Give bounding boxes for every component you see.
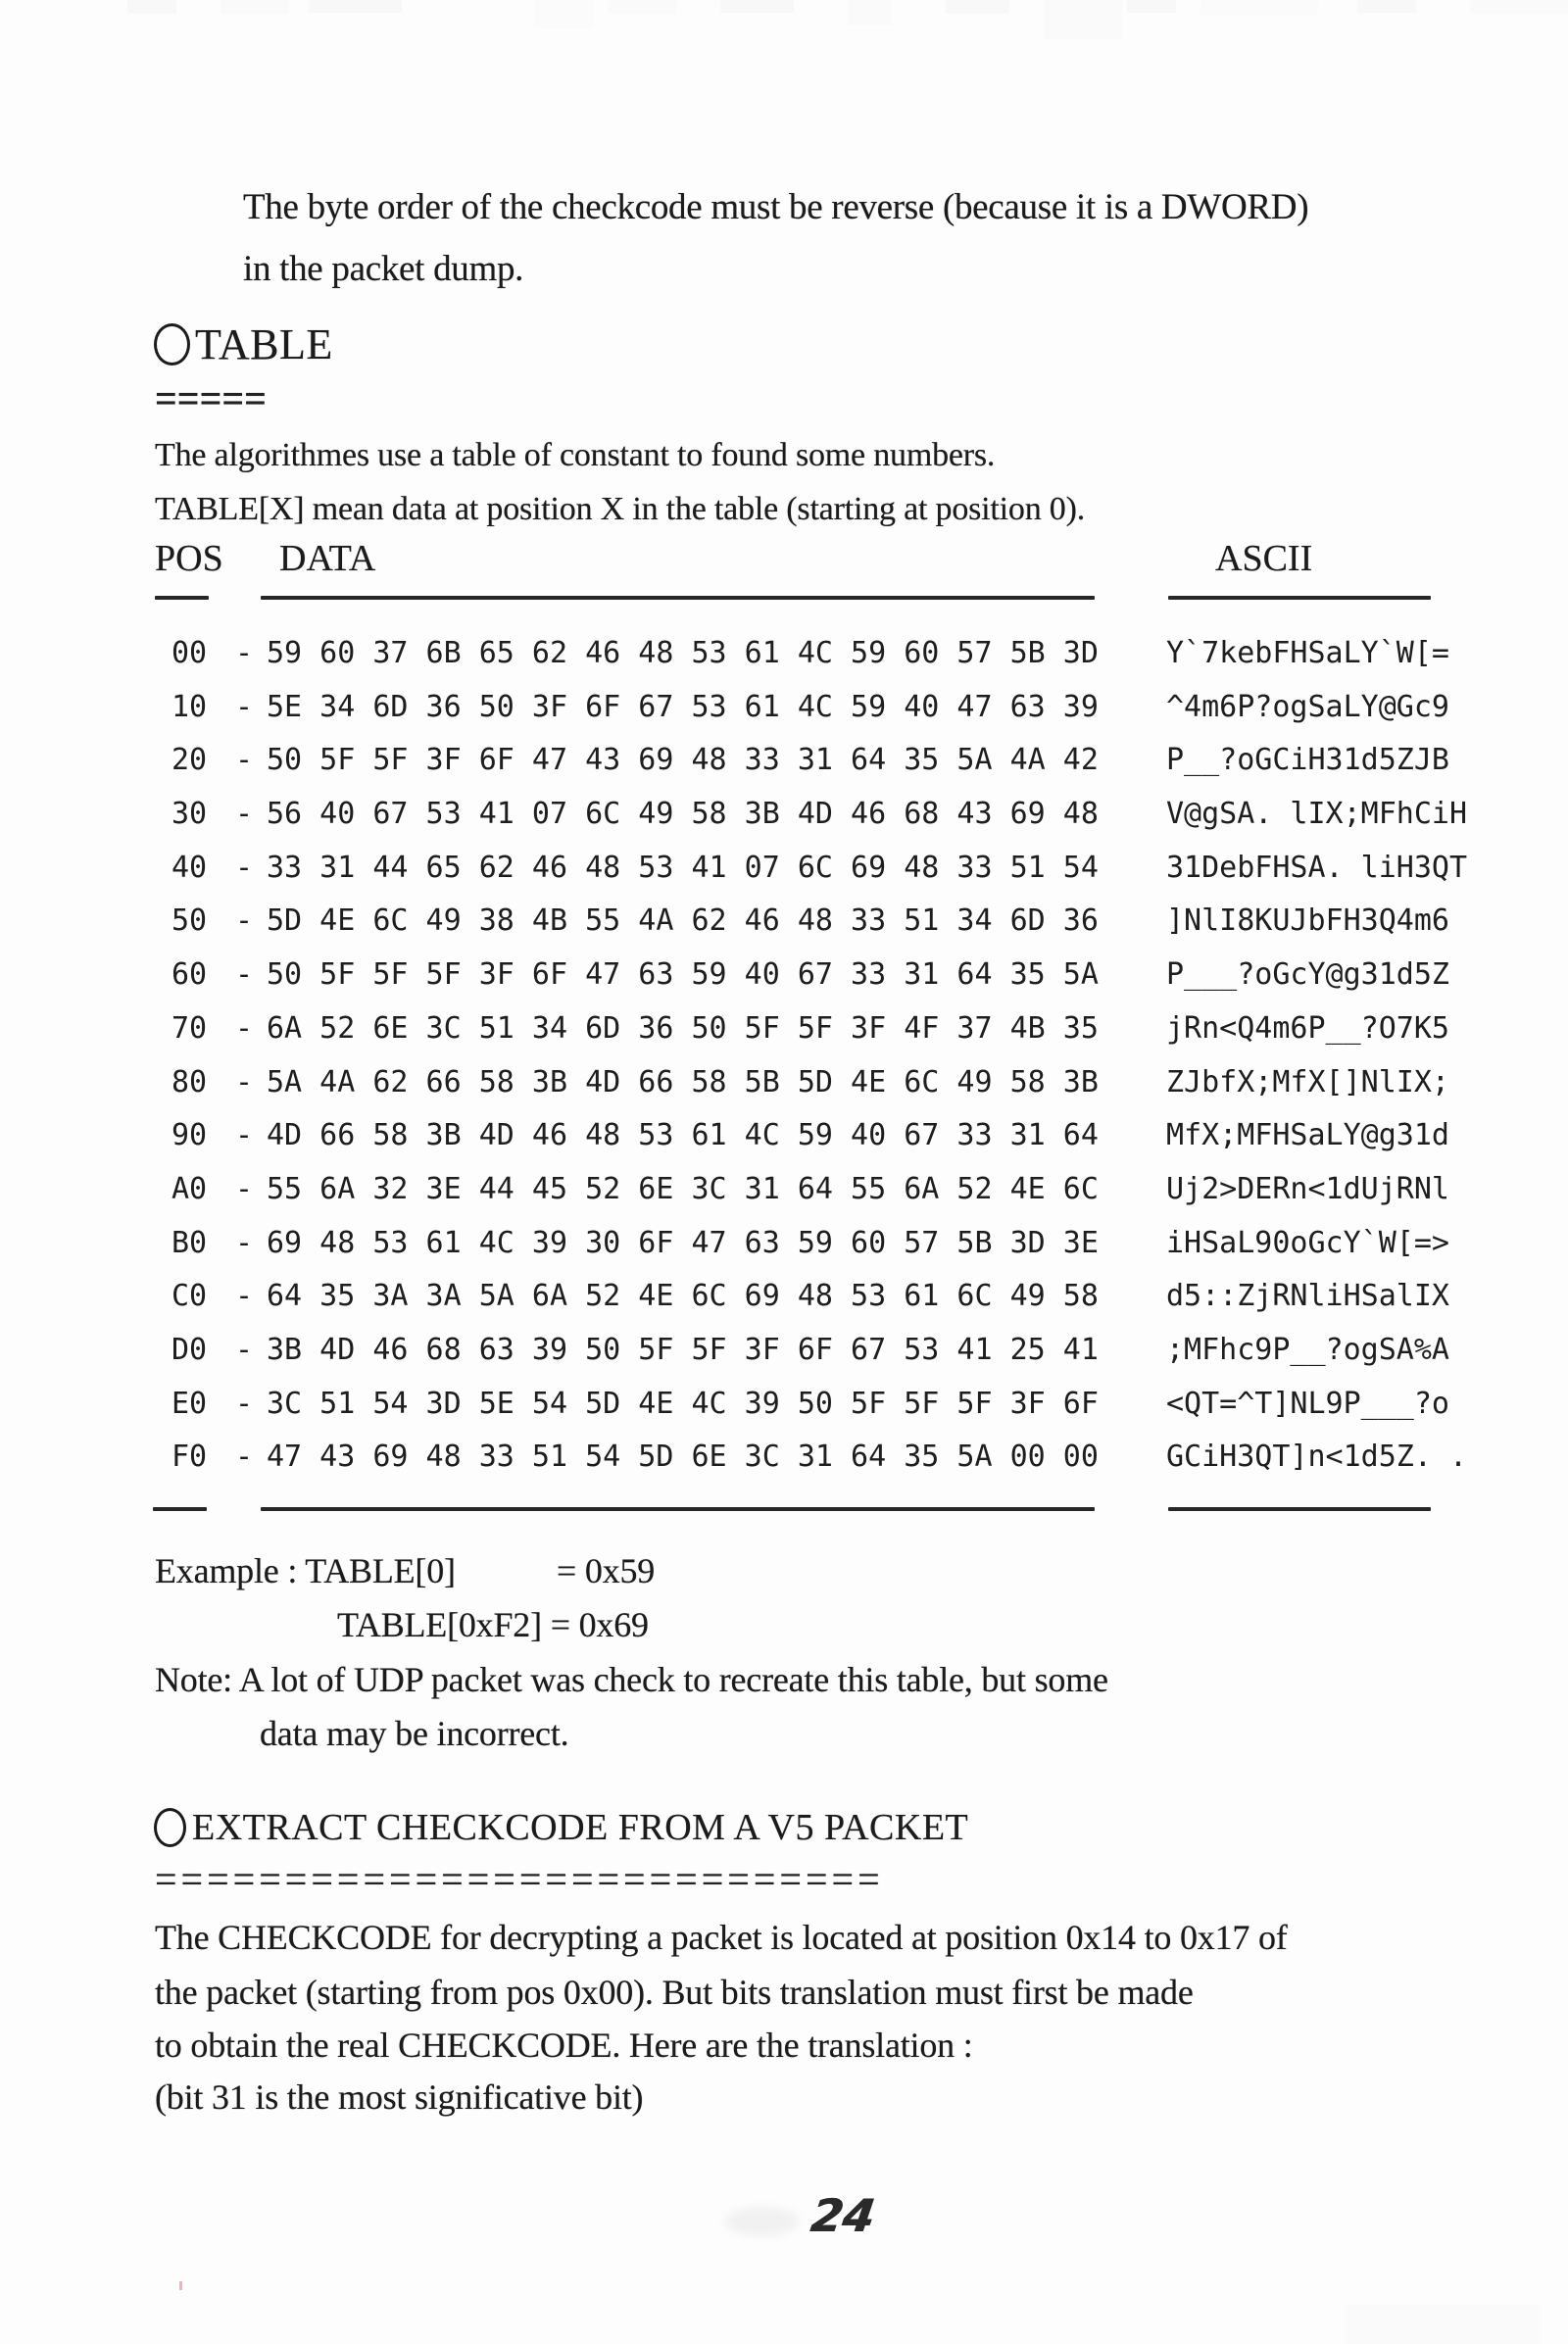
extract-heading-underline: ============================ xyxy=(155,1856,884,1903)
table-row xyxy=(172,949,1465,1002)
row-ascii: GCiH3QT]n<1d5Z. . xyxy=(1166,1440,1468,1475)
scan-artifact xyxy=(1044,0,1122,39)
footer-rule-ascii xyxy=(1168,1507,1431,1511)
scan-artifact xyxy=(534,0,593,29)
row-pos: 60 xyxy=(172,957,208,993)
table-section-heading xyxy=(154,319,333,369)
hex-table-rows xyxy=(172,627,1468,1485)
extract-body-1: The CHECKCODE for decrypting a packet is located at position 0x14 to 0x17 of xyxy=(155,1918,1288,1957)
row-hex-bytes: 59 60 37 6B 65 62 46 48 53 61 4C 59 60 57 5B 3D xyxy=(267,636,1099,670)
row-pos: A0 xyxy=(172,1171,208,1206)
table-desc-1: The algorithmes use a table of constant to found some numbers. xyxy=(155,437,996,473)
row-hex-bytes: 3C 51 54 3D 5E 54 5D 4E 4C 39 50 5F 5F 5F 3F 6F xyxy=(267,1386,1099,1421)
page-number: 24 xyxy=(808,2189,878,2242)
row-ascii: MfX;MFHSaLY@g31d xyxy=(1166,1118,1449,1153)
footer-rule-pos xyxy=(153,1507,207,1511)
table-row xyxy=(172,627,1465,681)
row-ascii: Y`7kebFHSaLY`W[= xyxy=(1166,636,1449,670)
footer-rule-data xyxy=(261,1507,1095,1511)
table-row xyxy=(172,734,1465,788)
bullet-circle-icon xyxy=(154,1808,186,1847)
row-ascii: <QT=^T]NL9P___?o xyxy=(1166,1386,1449,1421)
scan-smudge xyxy=(725,2207,799,2236)
scan-artifact xyxy=(1470,0,1568,14)
extract-heading-text: EXTRACT CHECKCODE FROM A V5 PACKET xyxy=(192,1807,969,1848)
table-row xyxy=(172,1163,1465,1217)
row-dash: - xyxy=(235,1332,254,1367)
row-dash: - xyxy=(235,903,254,939)
row-hex-bytes: 4D 66 58 3B 4D 46 48 53 61 4C 59 40 67 33 31 64 xyxy=(267,1118,1099,1153)
row-pos: 20 xyxy=(172,743,208,778)
row-hex-bytes: 56 40 67 53 41 07 6C 49 58 3B 4D 46 68 43 69 48 xyxy=(267,797,1099,832)
table-row xyxy=(172,788,1468,842)
row-ascii: ZJbfX;MfX[]NlIX; xyxy=(1166,1064,1449,1099)
header-rule-pos xyxy=(155,596,209,600)
scan-artifact xyxy=(608,0,676,14)
row-hex-bytes: 64 35 3A 3A 5A 6A 52 4E 6C 69 48 53 61 6C 49 58 xyxy=(267,1279,1099,1314)
row-pos: F0 xyxy=(172,1440,208,1475)
extract-body-4: (bit 31 is the most significative bit) xyxy=(155,2077,644,2117)
row-hex-bytes: 55 6A 32 3E 44 45 52 6E 3C 31 64 55 6A 52 4E 6C xyxy=(267,1171,1099,1206)
example-line-2: TABLE[0xF2] = 0x69 xyxy=(337,1605,649,1644)
table-row xyxy=(172,842,1468,896)
row-pos: 00 xyxy=(172,636,208,670)
row-dash: - xyxy=(235,1440,254,1475)
row-pos: E0 xyxy=(172,1386,208,1421)
row-pos: 30 xyxy=(172,797,208,832)
bullet-circle-icon xyxy=(154,323,190,366)
intro-line-1: The byte order of the checkcode must be reverse (because it is a DWORD) xyxy=(243,187,1309,227)
row-hex-bytes: 5E 34 6D 36 50 3F 6F 67 53 61 4C 59 40 47 63 39 xyxy=(267,689,1099,724)
row-hex-bytes: 47 43 69 48 33 51 54 5D 6E 3C 31 64 35 5A 00 00 xyxy=(267,1440,1099,1475)
row-ascii: P__?oGCiH31d5ZJB xyxy=(1166,743,1449,778)
row-dash: - xyxy=(235,1386,254,1421)
note-line-1: Note: A lot of UDP packet was check to recreate this table, but some xyxy=(155,1660,1108,1699)
row-hex-bytes: 5D 4E 6C 49 38 4B 55 4A 62 46 48 33 51 34 6D 36 xyxy=(267,903,1099,939)
table-row xyxy=(172,1056,1465,1110)
row-dash: - xyxy=(235,1279,254,1314)
example-line-1-value: = 0x59 xyxy=(557,1551,656,1590)
scan-artifact xyxy=(1200,0,1318,15)
row-ascii: ]NlI8KUJbFH3Q4m6 xyxy=(1166,903,1449,939)
row-hex-bytes: 6A 52 6E 3C 51 34 6D 36 50 5F 5F 3F 4F 37 4B 35 xyxy=(267,1010,1099,1046)
row-hex-bytes: 50 5F 5F 3F 6F 47 43 69 48 33 31 64 35 5A 4A 42 xyxy=(267,743,1099,778)
note-line-2: data may be incorrect. xyxy=(260,1714,569,1753)
row-dash: - xyxy=(235,689,254,724)
row-pos: 40 xyxy=(172,850,208,885)
row-ascii: jRn<Q4m6P__?O7K5 xyxy=(1166,1010,1449,1046)
header-rule-data xyxy=(261,596,1095,600)
column-header-ascii: ASCII xyxy=(1215,538,1313,579)
row-ascii: ^4m6P?ogSaLY@Gc9 xyxy=(1166,689,1449,724)
row-hex-bytes: 33 31 44 65 62 46 48 53 41 07 6C 69 48 33 51 54 xyxy=(267,850,1099,885)
scan-artifact xyxy=(1357,0,1416,13)
row-hex-bytes: 69 48 53 61 4C 39 30 6F 47 63 59 60 57 5B 3D 3E xyxy=(267,1225,1099,1260)
scan-artifact xyxy=(1127,0,1176,13)
row-dash: - xyxy=(235,1010,254,1046)
table-row xyxy=(172,1431,1468,1485)
extract-body-3: to obtain the real CHECKCODE. Here are the translation : xyxy=(155,2026,973,2065)
scan-artifact xyxy=(309,0,402,13)
row-ascii: V@gSA. lIX;MFhCiH xyxy=(1166,797,1468,832)
row-pos: B0 xyxy=(172,1225,208,1260)
table-row xyxy=(172,681,1465,735)
row-ascii: 31DebFHSA. liH3QT xyxy=(1166,850,1468,885)
row-dash: - xyxy=(235,1118,254,1153)
header-rule-ascii xyxy=(1168,596,1431,600)
scan-artifact xyxy=(848,0,892,25)
row-dash: - xyxy=(235,797,254,832)
extract-section-heading xyxy=(154,1806,968,1849)
scan-artifact xyxy=(220,0,289,14)
row-pos: 80 xyxy=(172,1064,208,1099)
row-dash: - xyxy=(235,1171,254,1206)
extract-body-2: the packet (starting from pos 0x00). But bits translation must first be made xyxy=(155,1973,1194,2012)
scan-mark xyxy=(179,2281,182,2290)
table-heading-text: TABLE xyxy=(195,320,333,368)
column-header-data: DATA xyxy=(279,538,376,579)
scan-artifact xyxy=(127,0,176,14)
row-ascii: d5::ZjRNliHSalIX xyxy=(1166,1279,1449,1314)
row-pos: C0 xyxy=(172,1279,208,1314)
scan-artifact xyxy=(1345,2305,1541,2344)
row-hex-bytes: 3B 4D 46 68 63 39 50 5F 5F 3F 6F 67 53 41 25 41 xyxy=(267,1332,1099,1367)
row-ascii: P___?oGcY@g31d5Z xyxy=(1166,957,1449,993)
row-dash: - xyxy=(235,957,254,993)
row-dash: - xyxy=(235,1225,254,1260)
intro-line-2: in the packet dump. xyxy=(243,249,524,289)
row-pos: 70 xyxy=(172,1010,208,1046)
row-dash: - xyxy=(235,743,254,778)
table-row xyxy=(172,1002,1465,1056)
scan-artifact xyxy=(946,0,1009,14)
table-row xyxy=(172,1109,1465,1163)
row-pos: 90 xyxy=(172,1118,208,1153)
row-hex-bytes: 50 5F 5F 5F 3F 6F 47 63 59 40 67 33 31 64 35 5A xyxy=(267,957,1099,993)
row-dash: - xyxy=(235,636,254,670)
table-heading-underline: ===== xyxy=(155,375,267,422)
table-row xyxy=(172,1270,1465,1324)
row-dash: - xyxy=(235,1064,254,1099)
table-desc-2: TABLE[X] mean data at position X in the table (starting at position 0). xyxy=(155,491,1086,527)
row-pos: D0 xyxy=(172,1332,208,1367)
row-dash: - xyxy=(235,850,254,885)
row-pos: 10 xyxy=(172,689,208,724)
scan-artifact xyxy=(720,0,794,13)
example-line-1-label: Example : TABLE[0] xyxy=(155,1551,456,1590)
row-pos: 50 xyxy=(172,903,208,939)
table-row xyxy=(172,895,1465,949)
table-row xyxy=(172,1378,1465,1432)
table-row xyxy=(172,1217,1465,1271)
table-row xyxy=(172,1324,1465,1378)
row-hex-bytes: 5A 4A 62 66 58 3B 4D 66 58 5B 5D 4E 6C 49 58 3B xyxy=(267,1064,1099,1099)
row-ascii: Uj2>DERn<1dUjRNl xyxy=(1166,1171,1449,1206)
row-ascii: iHSaL90oGcY`W[=> xyxy=(1166,1225,1449,1260)
column-header-pos: POS xyxy=(155,538,223,579)
row-ascii: ;MFhc9P__?ogSA%A xyxy=(1166,1332,1449,1367)
